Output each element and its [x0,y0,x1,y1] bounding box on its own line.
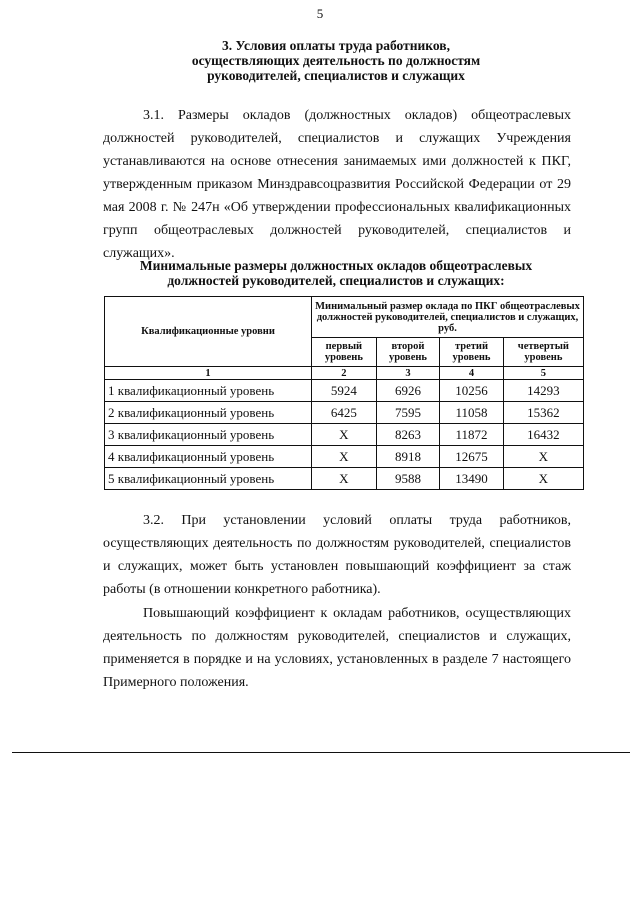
value-cell: Х [503,468,583,490]
value-cell: 8918 [376,446,439,468]
paragraph-3-2: 3.2. При установлении условий оплаты труда работников, осуществляющих деятельность по должностям руководителей, специалистов и служащих, может быть установлен повышающий коэффициент за стаж работы (в отношении конкретного работника). [103,513,571,597]
column-number: 1 [105,367,312,380]
section-title-line: 3. Условия оплаты труда работников, [222,38,450,53]
header-column: третий уровень [440,338,504,367]
value-cell: 14293 [503,380,583,402]
level-cell: 5 квалификационный уровень [105,468,312,490]
value-cell: 15362 [503,402,583,424]
column-number: 2 [312,367,377,380]
value-cell: 16432 [503,424,583,446]
value-cell: 10256 [440,380,504,402]
paragraph-3-1: 3.1. Размеры окладов (должностных окладов) общеотраслевых должностей руководителей, специалистов и служащих Учреждения устанавливаются на основе отнесения занимаемых ими должностей к ПКГ, утвержденным приказом Минздравсоцразвития Российской Федерации от 29 мая 2008 г. № 247н «Об утверждении профессиональных квалификационных групп общеотраслевых должностей руководителей, специалистов и служащих». [103,108,571,261]
section-title [100,38,572,83]
table-row [105,424,584,446]
page-number: 5 [316,6,324,21]
value-cell: Х [503,446,583,468]
value-cell: Х [312,468,377,490]
header-group: Минимальный размер оклада по ПКГ общеотраслевых должностей руководителей, специалистов и служащих, руб. [312,297,584,338]
value-cell: 11872 [440,424,504,446]
table-row [105,446,584,468]
section-title-line: руководителей, специалистов и служащих [207,68,465,83]
value-cell: 12675 [440,446,504,468]
header-levels: Квалификационные уровни [105,297,312,367]
paragraph-coefficient: Повышающий коэффициент к окладам работников, осуществляющих деятельность по должностям руководителей, специалистов и служащих, применяется в порядке и на условиях, установленных в разделе 7 настоящего Примерного положения. [103,606,571,690]
value-cell: 6425 [312,402,377,424]
section-title-line: осуществляющих деятельность по должностям [191,53,481,68]
level-cell: 4 квалификационный уровень [105,446,312,468]
value-cell: 8263 [376,424,439,446]
table-row [105,380,584,402]
value-cell: Х [312,424,377,446]
table-title-line: Минимальные размеры должностных окладов общеотраслевых [139,258,533,273]
value-cell: 7595 [376,402,439,424]
value-cell: 9588 [376,468,439,490]
header-column: второй уровень [376,338,439,367]
table-title-line: должностей руководителей, специалистов и служащих: [167,273,505,288]
level-cell: 3 квалификационный уровень [105,424,312,446]
table-row [105,402,584,424]
header-column: четвертый уровень [503,338,583,367]
value-cell: 6926 [376,380,439,402]
table-title [100,258,572,288]
value-cell: 13490 [440,468,504,490]
level-cell: 2 квалификационный уровень [105,402,312,424]
salary-table [104,296,584,490]
column-number: 5 [503,367,583,380]
value-cell: Х [312,446,377,468]
value-cell: 5924 [312,380,377,402]
header-column: первый уровень [312,338,377,367]
table-row [105,468,584,490]
column-number: 3 [376,367,439,380]
column-number: 4 [440,367,504,380]
level-cell: 1 квалификационный уровень [105,380,312,402]
value-cell: 11058 [440,402,504,424]
page-divider [12,752,630,753]
